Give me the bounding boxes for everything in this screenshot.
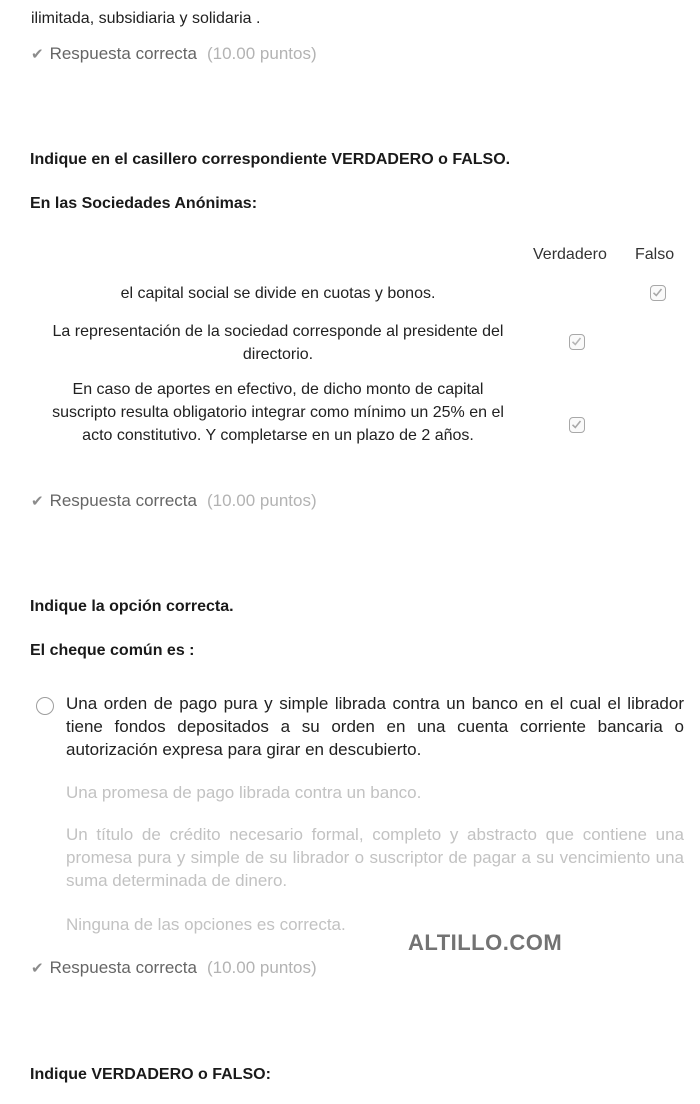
check-mark-icon: ✔ (31, 960, 44, 977)
result-points: (10.00 puntos) (206, 44, 317, 63)
option-4[interactable]: Ninguna de las opciones es correcta. (66, 915, 346, 934)
result-label: Respuesta correcta (49, 958, 197, 977)
result-line-1 (31, 44, 317, 64)
option-3[interactable]: Un título de crédito necesario formal, completo y abstracto que contiene una promesa pura y simple de su librador o suscriptor de pagar a su vencimiento una suma determinada de dinero. (66, 825, 684, 890)
column-header-falso: Falso (635, 246, 675, 263)
check-mark-icon: ✔ (31, 493, 44, 510)
checked-box-icon[interactable] (569, 417, 585, 433)
previous-answer-tail: ilimitada, subsidiaria y solidaria . (31, 10, 261, 27)
question-stem: El cheque común es : (30, 642, 195, 659)
question-instruction: Indique VERDADERO o FALSO: (30, 1066, 271, 1083)
question-instruction: Indique la opción correcta. (30, 598, 234, 615)
radio-circle-icon[interactable] (36, 697, 54, 715)
result-label: Respuesta correcta (49, 491, 197, 510)
statement-row-2: La representación de la sociedad corresponde al presidente del directorio. (52, 323, 504, 363)
watermark: ALTILLO.COM (408, 930, 563, 955)
checked-box-icon[interactable] (650, 285, 666, 301)
option-2[interactable]: Una promesa de pago librada contra un banco. (66, 783, 422, 802)
result-points: (10.00 puntos) (206, 958, 317, 977)
checked-box-icon[interactable] (569, 334, 585, 350)
result-line-2 (31, 491, 317, 511)
question-instruction: Indique en el casillero correspondiente VERDADERO o FALSO. (30, 151, 511, 168)
result-label: Respuesta correcta (49, 44, 197, 63)
statement-row-1: el capital social se divide en cuotas y bonos. (120, 285, 436, 302)
statement-row-3: En caso de aportes en efectivo, de dicho monto de capital suscripto resulta obligatorio integrar como mínimo un 25% en el acto constitutivo. Y completarse en un plazo de 2 años. (52, 381, 504, 444)
result-line-3 (31, 958, 317, 978)
question-stem: En las Sociedades Anónimas: (30, 195, 258, 212)
option-1[interactable]: Una orden de pago pura y simple librada contra un banco en el cual el librador tiene fondos depositados a su orden en una cuenta corriente bancaria o autorización expresa para girar en descubierto. (66, 694, 684, 759)
check-mark-icon: ✔ (31, 46, 44, 63)
column-header-verdadero: Verdadero (533, 246, 607, 263)
result-points: (10.00 puntos) (206, 491, 317, 510)
